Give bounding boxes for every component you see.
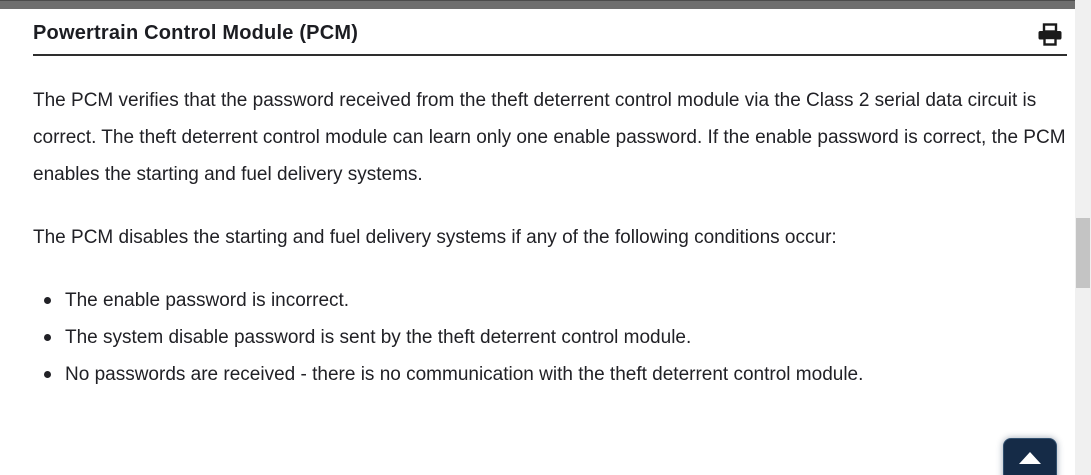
article-header (33, 9, 1067, 56)
back-to-top-button[interactable] (1003, 438, 1057, 475)
list-item-enable-password: The enable password is incorrect. (33, 282, 1067, 319)
paragraph-conditions-lead: The PCM disables the starting and fuel delivery systems if any of the following conditions occur: (33, 227, 837, 248)
vertical-scrollbar[interactable] (1075, 0, 1091, 475)
paragraph-intro: The PCM verifies that the password received from the theft deterrent control module via the Class 2 serial data circuit is correct. The theft deterrent control module can learn only one enable password. If the enable password is correct, the PCM enables the starting and fuel delivery systems. (33, 90, 1066, 185)
triangle-up-icon (1019, 452, 1041, 464)
print-button[interactable] (1035, 23, 1065, 49)
list-item-disable-password: The system disable password is sent by the theft deterrent control module. (33, 319, 1067, 356)
page-title: Powertrain Control Module (PCM) (33, 22, 359, 44)
scrollbar-thumb[interactable] (1076, 218, 1090, 288)
conditions-list (33, 282, 1067, 393)
list-item-no-passwords: No passwords are received - there is no communication with the theft deterrent control module. (33, 356, 1067, 393)
top-bar (0, 0, 1075, 9)
printer-icon (1036, 23, 1064, 50)
content-area (33, 9, 1067, 393)
